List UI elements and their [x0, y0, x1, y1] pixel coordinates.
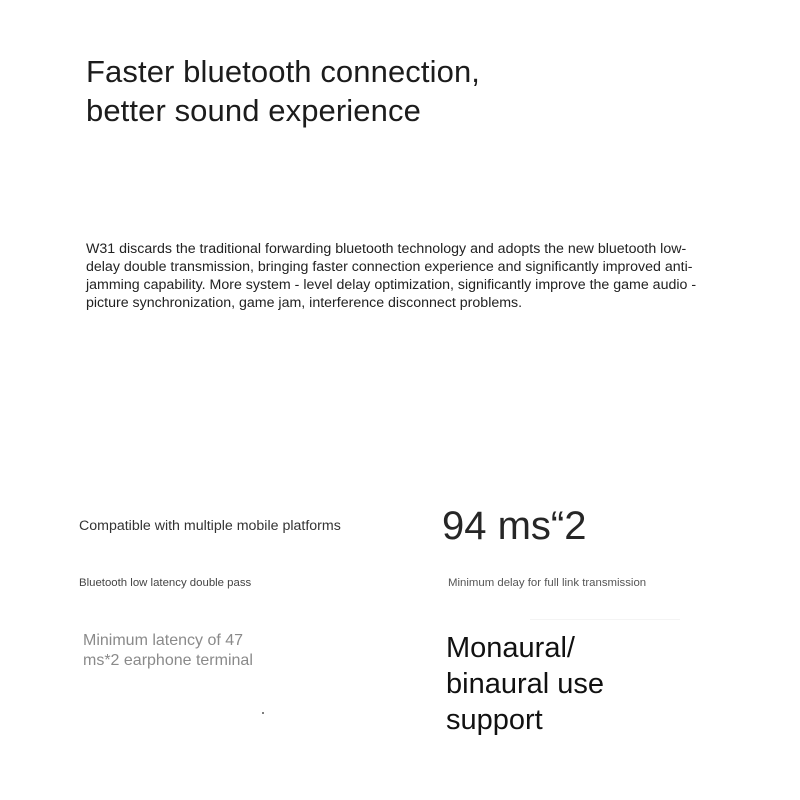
low-latency-subtitle: Bluetooth low latency double pass — [79, 577, 252, 589]
monaural-binaural-support: Monaural/ binaural use support — [446, 632, 604, 736]
decorative-dot — [262, 712, 264, 714]
delay-value: 94 ms“2 — [442, 504, 587, 548]
compatibility-title: Compatible with multiple mobile platforms — [79, 518, 341, 534]
divider — [530, 619, 680, 620]
headline: Faster bluetooth connection, better sound experience — [86, 54, 480, 128]
description-paragraph: W31 discards the traditional forwarding bluetooth technology and adopts the new bluetooth low-delay double transmission, bringing faster connection experience and significantly improved anti-jamming capability. More system - level delay optimization, significantly improve the game audio - picture synchronization, game jam, interference disconnect problems. — [86, 241, 697, 311]
earphone-latency-note: Minimum latency of 47 ms*2 earphone terminal — [83, 632, 253, 669]
full-link-delay-subtitle: Minimum delay for full link transmission — [448, 577, 647, 589]
